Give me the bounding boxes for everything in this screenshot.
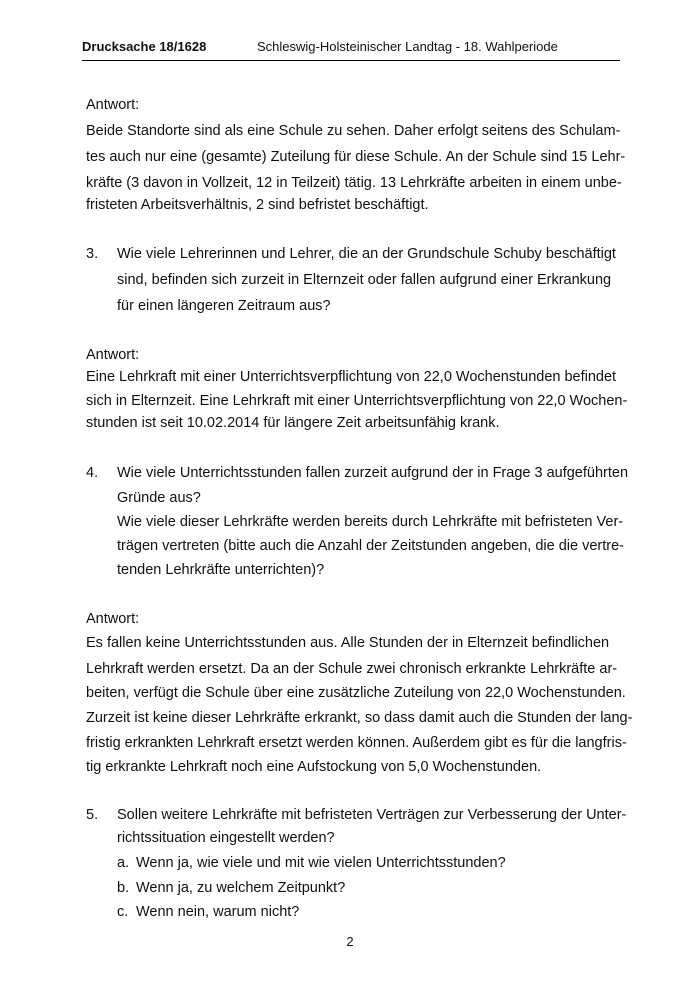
question-line: Sollen weitere Lehrkräfte mit befristeten Verträgen zur Verbesserung der Unter-	[117, 807, 627, 823]
answer-line: fristeten Arbeitsverhältnis, 2 sind befristet beschäftigt.	[86, 197, 429, 213]
answer-line: kräfte (3 davon in Vollzeit, 12 in Teilzeit) tätig. 13 Lehrkräfte arbeiten in einem unbe-	[86, 175, 622, 191]
answer-line: sich in Elternzeit. Eine Lehrkraft mit einer Unterrichtsverpflichtung von 22,0 Wochen-	[86, 393, 628, 409]
question-line: tenden Lehrkräfte unterrichten)?	[117, 562, 325, 578]
page-number: 2	[346, 934, 354, 949]
subitem-letter: b.	[117, 880, 130, 896]
answer-line: Es fallen keine Unterrichtsstunden aus. Alle Stunden der in Elternzeit befindlichen	[86, 635, 610, 651]
answer-line: fristig erkrankten Lehrkraft ersetzt werden können. Außerdem gibt es für die langfris-	[86, 735, 627, 751]
page-header	[82, 34, 620, 61]
answer-label: Antwort:	[86, 347, 140, 363]
subitem-text: Wenn nein, warum nicht?	[136, 904, 300, 920]
question-number: 4.	[86, 465, 99, 481]
question-line: richtssituation eingestellt werden?	[117, 830, 335, 846]
answer-label: Antwort:	[86, 611, 140, 627]
question-number: 3.	[86, 246, 99, 262]
parliament-title: Schleswig-Holsteinischer Landtag - 18. Wahlperiode	[257, 39, 558, 54]
answer-line: Eine Lehrkraft mit einer Unterrichtsverpflichtung von 22,0 Wochenstunden befindet	[86, 369, 617, 385]
subitem-text: Wenn ja, wie viele und mit wie vielen Unterrichtsstunden?	[136, 855, 506, 871]
answer-line: tes auch nur eine (gesamte) Zuteilung für diese Schule. An der Schule sind 15 Lehr-	[86, 149, 626, 165]
answer-line: Beide Standorte sind als eine Schule zu sehen. Daher erfolgt seitens des Schulam-	[86, 123, 621, 139]
subitem-text: Wenn ja, zu welchem Zeitpunkt?	[136, 880, 346, 896]
question-number: 5.	[86, 807, 99, 823]
answer-line: Lehrkraft werden ersetzt. Da an der Schule zwei chronisch erkrankte Lehrkräfte ar-	[86, 661, 618, 677]
question-line: Wie viele dieser Lehrkräfte werden bereits durch Lehrkräfte mit befristeten Ver-	[117, 514, 624, 530]
answer-label: Antwort:	[86, 97, 140, 113]
subitem-letter: a.	[117, 855, 130, 871]
subitem-letter: c.	[117, 904, 129, 920]
answer-line: Zurzeit ist keine dieser Lehrkräfte erkrankt, so dass damit auch die Stunden der lang-	[86, 710, 633, 726]
document-number: Drucksache 18/1628	[82, 39, 207, 54]
answer-line: stunden ist seit 10.02.2014 für längere Zeit arbeitsunfähig krank.	[86, 415, 500, 431]
question-line: trägen vertreten (bitte auch die Anzahl der Zeitstunden angeben, die die vertre-	[117, 538, 625, 554]
question-line: für einen längeren Zeitraum aus?	[117, 298, 331, 314]
question-line: sind, befinden sich zurzeit in Elternzeit oder fallen aufgrund einer Erkrankung	[117, 272, 612, 288]
answer-line: tig erkrankte Lehrkraft noch eine Aufstockung von 5,0 Wochenstunden.	[86, 759, 542, 775]
question-line: Wie viele Lehrerinnen und Lehrer, die an der Grundschule Schuby beschäftigt	[117, 246, 616, 262]
question-line: Wie viele Unterrichtsstunden fallen zurzeit aufgrund der in Frage 3 aufgeführten	[117, 465, 629, 481]
question-line: Gründe aus?	[117, 490, 201, 506]
answer-line: beiten, verfügt die Schule über eine zusätzliche Zuteilung von 22,0 Wochenstunden.	[86, 685, 626, 701]
